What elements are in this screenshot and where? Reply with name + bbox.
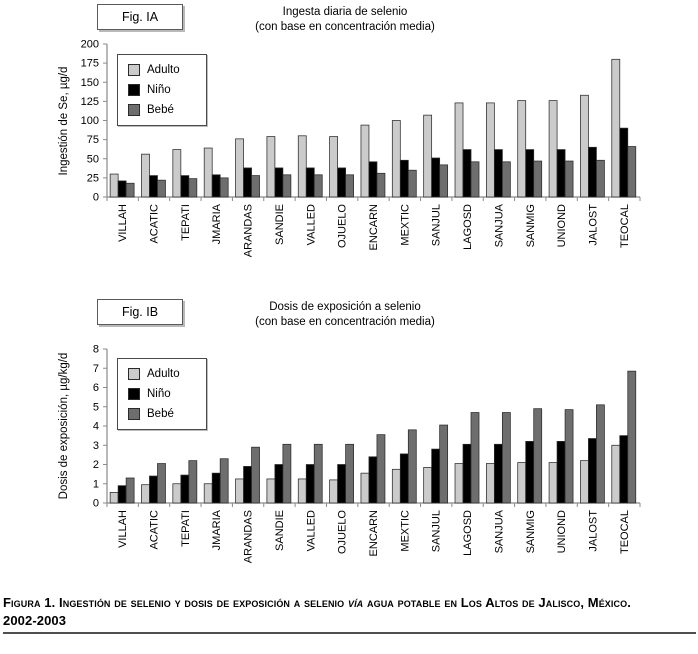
y-tick-label: 6 xyxy=(92,382,99,394)
x-category-label: VILLAH xyxy=(117,204,130,242)
bar-adulto xyxy=(612,445,620,503)
bar-adulto xyxy=(298,136,306,197)
legend-item-adulto xyxy=(128,64,206,76)
bar-bebe xyxy=(408,430,416,503)
bar-nino xyxy=(181,176,189,197)
y-tick-label: 1 xyxy=(92,478,99,491)
x-category-label: ACATIC xyxy=(148,510,161,550)
bar-bebe xyxy=(502,162,510,197)
legend-item-bebe xyxy=(128,104,206,116)
bar-nino xyxy=(118,486,126,503)
chart-a-title-line2: (con base en concentración media) xyxy=(255,20,435,33)
bar-bebe xyxy=(346,444,354,503)
bar-bebe xyxy=(565,410,573,503)
caption-part2: agua potable en Los Altos de Jalisco, México. xyxy=(363,595,631,610)
x-category-label: ACATIC xyxy=(148,204,161,244)
fig-ib-label: Fig. IB xyxy=(121,305,159,319)
bar-adulto xyxy=(424,115,432,197)
nino-swatch xyxy=(128,388,140,400)
x-category-label: JMARIA xyxy=(211,510,224,551)
x-category-label: SANDIE xyxy=(273,510,286,551)
y-tick-label: 7 xyxy=(92,362,99,375)
legend-label-nino: Niño xyxy=(147,84,171,96)
x-category-label: LAGOSD xyxy=(462,204,475,250)
y-tick-label: 0 xyxy=(92,191,99,204)
bebe-swatch xyxy=(128,408,140,420)
legend-item-nino xyxy=(128,388,206,400)
bar-adulto xyxy=(361,473,369,503)
bar-bebe xyxy=(565,161,573,197)
bar-bebe xyxy=(252,447,260,503)
x-category-label: ARANDAS xyxy=(242,204,255,258)
bar-adulto xyxy=(392,469,400,503)
y-tick-label: 50 xyxy=(86,153,99,166)
x-category-label: UNIOND xyxy=(556,204,569,248)
bar-adulto xyxy=(110,174,118,197)
y-tick-label: 5 xyxy=(92,401,99,414)
bar-adulto xyxy=(424,467,432,503)
bottom-divider xyxy=(3,632,696,634)
x-category-label: TEOCAL xyxy=(618,204,631,249)
bar-adulto xyxy=(204,484,212,503)
bar-adulto xyxy=(173,484,181,503)
bar-adulto xyxy=(549,101,557,197)
x-category-label: OJUELO xyxy=(336,204,349,249)
y-tick-label: 125 xyxy=(80,95,99,108)
bar-bebe xyxy=(471,413,479,503)
bar-bebe xyxy=(440,165,448,197)
bar-adulto xyxy=(141,485,149,503)
bar-bebe xyxy=(377,435,385,503)
bar-adulto xyxy=(486,103,494,197)
x-category-label: ENCARN xyxy=(368,510,380,557)
x-category-label: UNIOND xyxy=(556,510,569,554)
x-category-label: SANJUA xyxy=(493,509,506,554)
x-category-label: TEPATI xyxy=(179,510,192,547)
bar-nino xyxy=(275,168,283,197)
fig-ib-box xyxy=(97,299,183,325)
bar-bebe xyxy=(157,464,165,503)
bar-nino xyxy=(149,176,157,197)
bar-bebe xyxy=(126,183,134,197)
bar-nino xyxy=(494,444,502,503)
y-tick-label: 3 xyxy=(92,439,99,452)
y-tick-label: 4 xyxy=(92,420,99,433)
bar-adulto xyxy=(486,464,494,503)
caption-part1: Figura 1. Ingestión de selenio y dosis de exposición a selenio xyxy=(3,595,348,610)
legend-label-nino: Niño xyxy=(147,388,171,400)
bar-nino xyxy=(494,150,502,197)
bar-nino xyxy=(338,465,346,504)
bar-nino xyxy=(432,158,440,197)
bar-adulto xyxy=(549,463,557,503)
fig-ia-label: Fig. IA xyxy=(121,10,159,24)
x-category-label: MEXTIC xyxy=(399,510,412,552)
chart-b-title-line2: (con base en concentración media) xyxy=(255,315,435,328)
y-tick-label: 25 xyxy=(86,172,99,185)
legend-label-adulto: Adulto xyxy=(147,368,180,380)
bar-nino xyxy=(588,147,596,197)
bar-bebe xyxy=(596,405,604,503)
bar-adulto xyxy=(518,463,526,503)
bar-adulto xyxy=(455,464,463,503)
bar-nino xyxy=(588,439,596,503)
x-category-label: VALLED xyxy=(305,204,318,246)
bar-nino xyxy=(212,473,220,503)
x-category-label: TEPATI xyxy=(179,204,192,241)
y-tick-label: 0 xyxy=(92,497,99,510)
bebe-swatch xyxy=(128,104,140,116)
x-category-label: JALOST xyxy=(587,204,600,246)
bar-bebe xyxy=(471,162,479,197)
bar-adulto xyxy=(518,101,526,197)
bar-adulto xyxy=(392,121,400,198)
chart-b-title xyxy=(180,300,510,330)
bar-bebe xyxy=(596,160,604,197)
bar-nino xyxy=(306,465,314,504)
fig-ia-box xyxy=(97,4,183,30)
bar-nino xyxy=(306,168,314,197)
legend-label-bebe: Bebé xyxy=(147,408,174,420)
x-category-label: JALOST xyxy=(587,510,600,552)
bar-nino xyxy=(463,444,471,503)
x-category-label: ARANDAS xyxy=(242,510,255,564)
bar-nino xyxy=(557,441,565,503)
bar-bebe xyxy=(628,371,636,503)
caption-year: 2002-2003 xyxy=(3,612,67,628)
bar-nino xyxy=(620,128,628,197)
bar-adulto xyxy=(267,137,275,197)
bar-bebe xyxy=(314,444,322,503)
bar-bebe xyxy=(283,175,291,197)
adulto-swatch xyxy=(128,368,140,380)
chart-a-title-line1: Ingesta diaria de selenio xyxy=(282,6,408,18)
bar-adulto xyxy=(580,461,588,503)
bar-nino xyxy=(620,436,628,503)
legend-item-adulto xyxy=(128,368,206,380)
bar-nino xyxy=(244,466,252,503)
adulto-swatch xyxy=(128,64,140,76)
bar-nino xyxy=(149,476,157,503)
bar-adulto xyxy=(298,479,306,503)
bar-adulto xyxy=(267,479,275,503)
y-tick-label: 200 xyxy=(80,38,99,51)
bar-adulto xyxy=(330,137,338,197)
bar-nino xyxy=(181,475,189,503)
bar-bebe xyxy=(314,175,322,197)
x-category-label: JMARIA xyxy=(211,204,224,245)
bar-bebe xyxy=(220,178,228,197)
bar-bebe xyxy=(408,170,416,197)
bar-adulto xyxy=(173,150,181,197)
bar-nino xyxy=(400,160,408,197)
x-category-label: SANMIG xyxy=(524,510,537,554)
bar-nino xyxy=(432,449,440,503)
bar-adulto xyxy=(612,59,620,197)
bar-bebe xyxy=(283,444,291,503)
bar-bebe xyxy=(377,173,385,197)
chart-b-title-line1: Dosis de exposición a selenio xyxy=(269,301,421,313)
legend-label-bebe: Bebé xyxy=(147,104,174,116)
bar-adulto xyxy=(204,148,212,197)
bar-adulto xyxy=(236,139,244,197)
y-tick-label: 150 xyxy=(80,76,99,89)
bar-nino xyxy=(463,150,471,197)
bar-nino xyxy=(369,457,377,503)
legend-item-bebe xyxy=(128,408,206,420)
figure-caption xyxy=(3,594,695,629)
x-category-label: SANMIG xyxy=(524,204,537,248)
bar-adulto xyxy=(236,479,244,503)
bar-adulto xyxy=(455,103,463,197)
y-tick-label: 100 xyxy=(80,115,99,127)
x-category-label: SANJUL xyxy=(430,510,443,553)
bar-bebe xyxy=(189,461,197,503)
bar-nino xyxy=(526,441,534,503)
x-category-label: SANJUL xyxy=(430,204,443,247)
bar-adulto xyxy=(330,480,338,503)
bar-nino xyxy=(400,454,408,503)
chart-a-title xyxy=(180,5,510,35)
bar-nino xyxy=(118,181,126,197)
legend-item-nino xyxy=(128,84,206,96)
chart-a-y-axis-label: Ingestión de Se, µg/d xyxy=(58,66,70,176)
x-category-label: LAGOSD xyxy=(462,510,475,556)
bar-bebe xyxy=(157,180,165,197)
x-category-label: SANJUA xyxy=(493,203,506,248)
x-category-label: TEOCAL xyxy=(618,510,631,555)
bar-bebe xyxy=(440,425,448,503)
y-tick-label: 2 xyxy=(92,459,99,471)
bar-adulto xyxy=(141,154,149,197)
bar-bebe xyxy=(126,478,134,503)
bar-bebe xyxy=(189,179,197,197)
bar-nino xyxy=(275,465,283,504)
bar-adulto xyxy=(580,95,588,197)
bar-bebe xyxy=(534,161,542,197)
bar-nino xyxy=(557,150,565,197)
y-tick-label: 75 xyxy=(86,134,99,147)
bar-bebe xyxy=(220,459,228,503)
bar-bebe xyxy=(346,175,354,197)
x-category-label: SANDIE xyxy=(273,204,286,245)
caption-via: vía xyxy=(347,595,364,610)
x-category-label: VALLED xyxy=(305,510,318,552)
bar-bebe xyxy=(628,147,636,197)
y-tick-label: 175 xyxy=(80,57,99,70)
chart-b-y-axis-label: Dosis de exposición, µg/kg/d xyxy=(58,352,70,500)
x-category-label: OJUELO xyxy=(336,510,349,555)
bar-nino xyxy=(244,168,252,197)
bar-bebe xyxy=(502,413,510,503)
bar-nino xyxy=(369,162,377,197)
bar-nino xyxy=(338,168,346,197)
x-category-label: MEXTIC xyxy=(399,204,412,246)
bar-adulto xyxy=(361,125,369,197)
bar-bebe xyxy=(252,176,260,197)
legend-label-adulto: Adulto xyxy=(147,64,180,76)
chart-b-legend xyxy=(117,358,207,430)
x-category-label: ENCARN xyxy=(368,204,380,251)
y-tick-label: 8 xyxy=(92,343,99,356)
bar-nino xyxy=(526,150,534,197)
bar-bebe xyxy=(534,409,542,503)
chart-a-legend xyxy=(117,54,207,126)
bar-nino xyxy=(212,175,220,197)
nino-swatch xyxy=(128,84,140,96)
bar-adulto xyxy=(110,492,118,503)
x-category-label: VILLAH xyxy=(117,510,130,548)
